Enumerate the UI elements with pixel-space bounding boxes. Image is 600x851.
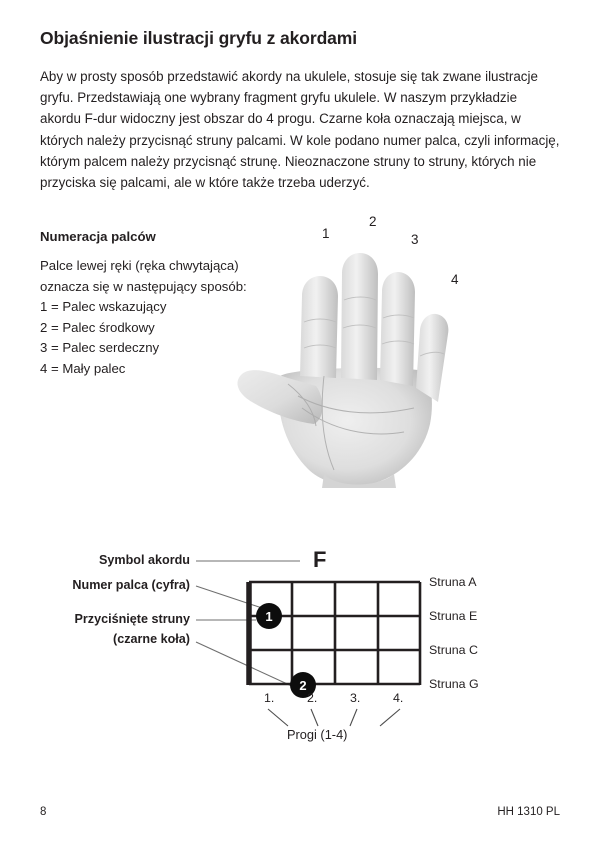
hand-finger-number-1: 1 <box>322 226 330 241</box>
hand-photo-figure <box>228 212 480 487</box>
footer-doc-code: HH 1310 PL <box>497 806 560 818</box>
hand-finger-number-2: 2 <box>369 214 377 229</box>
string-label-g: Struna G <box>429 677 479 691</box>
callout-czarne-kola: (czarne koła) <box>113 632 190 646</box>
callout-symbol-akordu: Symbol akordu <box>99 553 190 567</box>
finger-dot-number-2: 2 <box>299 678 307 693</box>
chord-name: F <box>313 547 327 572</box>
intro-paragraph: Aby w prosty sposób przedstawić akordy na ukulele, stosuje się tak zwane ilustracje gryfu. Przedstawiają one wybrany fragment gryfu ukulele. W naszym przykładzie akordu F-dur widoczny jest obszar do 4 progu. Czarne koła oznaczają miejsca, w których należy przycisnąć struny palcami. W kole podano numer palca, czyli informację, którym palcem należy przycisnąć strunę. Nieoznaczone struny to struny, których nie przyciska się palcami, ale w które także trzeba uderzyć. <box>40 69 560 191</box>
fingering-list <box>40 256 255 380</box>
string-label-c: Struna C <box>429 643 478 657</box>
fret-number-4: 4. <box>393 691 404 705</box>
hand-illustration-icon <box>228 226 480 488</box>
footer-page-number: 8 <box>40 806 47 818</box>
string-label-a: Struna A <box>429 575 477 589</box>
fingering-line: oznacza się w następujący sposób: <box>40 278 247 294</box>
fret-number-3: 3. <box>350 691 361 705</box>
page-title: Objaśnienie ilustracji gryfu z akordami <box>40 28 358 48</box>
fingering-line: 3 = Palec serdeczny <box>40 340 160 356</box>
finger-dot-number-1: 1 <box>265 609 273 624</box>
fingering-line: 4 = Mały palec <box>40 360 126 376</box>
fingering-line: Palce lewej ręki (ręka chwytająca) <box>40 258 239 273</box>
fret-number-1: 1. <box>264 691 275 705</box>
callout-numer-palca: Numer palca (cyfra) <box>72 578 190 592</box>
callout-przycisniete-struny: Przyciśnięte struny <box>74 612 190 626</box>
frets-caption: Progi (1-4) <box>287 727 348 742</box>
fingering-line: 1 = Palec wskazujący <box>40 299 167 315</box>
fingering-line: 2 = Palec środkowy <box>40 319 155 335</box>
fret-number-2: 2. <box>307 691 318 705</box>
fingering-heading: Numeracja palców <box>40 229 156 244</box>
string-label-e: Struna E <box>429 609 478 623</box>
hand-finger-number-3: 3 <box>411 232 419 247</box>
hand-finger-number-4: 4 <box>451 272 459 287</box>
chord-diagram-figure <box>0 520 600 760</box>
